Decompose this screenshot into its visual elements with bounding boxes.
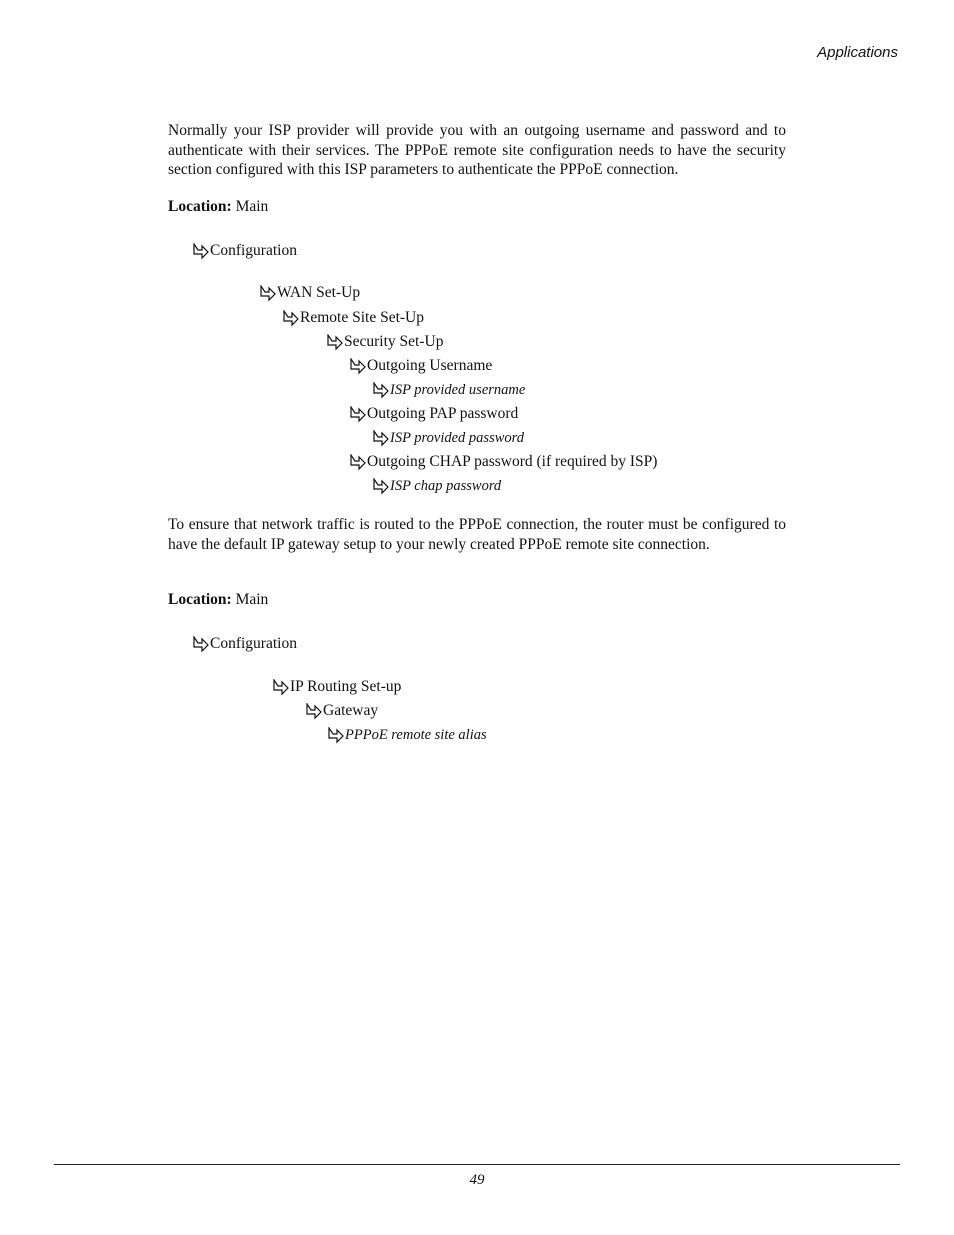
nav-outgoing-pap-password	[349, 404, 518, 424]
footer-divider	[54, 1164, 900, 1165]
nav-gateway	[305, 701, 378, 721]
nav-outgoing-username	[349, 356, 492, 376]
menu-path-arrow-icon	[259, 285, 276, 302]
nav-label: Remote Site Set-Up	[300, 309, 424, 326]
nav-label: Outgoing PAP password	[367, 405, 519, 422]
nav-pppoe-remote-site-alias	[327, 725, 487, 745]
page-number: 49	[469, 1172, 485, 1188]
running-header: Applications	[817, 44, 898, 61]
nav-wan-setup	[259, 283, 360, 303]
nav-isp-chap-password	[372, 476, 501, 496]
nav-security-setup	[326, 332, 443, 352]
nav-isp-provided-username	[372, 380, 525, 400]
nav-label: IP Routing Set-up	[290, 678, 402, 695]
nav-label: Configuration	[210, 635, 297, 652]
nav-label: Outgoing CHAP password (if required by ISP)	[367, 453, 658, 470]
menu-path-arrow-icon	[192, 636, 209, 653]
nav-label: ISP chap password	[390, 478, 502, 494]
menu-path-arrow-icon	[326, 334, 343, 351]
menu-path-arrow-icon	[192, 243, 209, 260]
location-label: Location:	[168, 198, 232, 215]
location-line-2	[168, 591, 268, 609]
nav-label: Configuration	[210, 242, 297, 259]
menu-path-arrow-icon	[372, 430, 389, 447]
menu-path-arrow-icon	[282, 310, 299, 327]
nav-label: WAN Set-Up	[277, 284, 361, 301]
menu-path-arrow-icon	[349, 454, 366, 471]
nav-configuration-2	[192, 634, 297, 654]
intro-paragraph: Normally your ISP provider will provide you with an outgoing username and password and to authenticate with their services. The PPPoE remote site configuration needs to have the security section configured with this ISP parameters to authenticate the PPPoE connection.	[168, 122, 786, 178]
location-value: Main	[235, 198, 269, 215]
nav-isp-provided-password	[372, 428, 524, 448]
gateway-paragraph: To ensure that network traffic is routed to the PPPoE connection, the router must be configured to have the default IP gateway setup to your newly created PPPoE remote site connection.	[168, 516, 786, 553]
nav-configuration	[192, 241, 297, 261]
menu-path-arrow-icon	[372, 382, 389, 399]
nav-remote-site-setup	[282, 308, 424, 328]
nav-label: ISP provided password	[390, 430, 524, 446]
menu-path-arrow-icon	[305, 703, 322, 720]
nav-label: PPPoE remote site alias	[345, 727, 487, 743]
location-value: Main	[235, 591, 269, 608]
nav-label: Outgoing Username	[367, 357, 493, 374]
menu-path-arrow-icon	[349, 406, 366, 423]
location-label: Location:	[168, 591, 232, 608]
menu-path-arrow-icon	[372, 478, 389, 495]
nav-label: Gateway	[323, 702, 379, 719]
menu-path-arrow-icon	[349, 358, 366, 375]
location-line-1	[168, 198, 268, 216]
menu-path-arrow-icon	[272, 679, 289, 696]
nav-label: Security Set-Up	[344, 333, 444, 350]
menu-path-arrow-icon	[327, 727, 344, 744]
nav-label: ISP provided username	[390, 382, 526, 398]
nav-ip-routing-setup	[272, 677, 401, 697]
nav-outgoing-chap-password	[349, 452, 657, 472]
